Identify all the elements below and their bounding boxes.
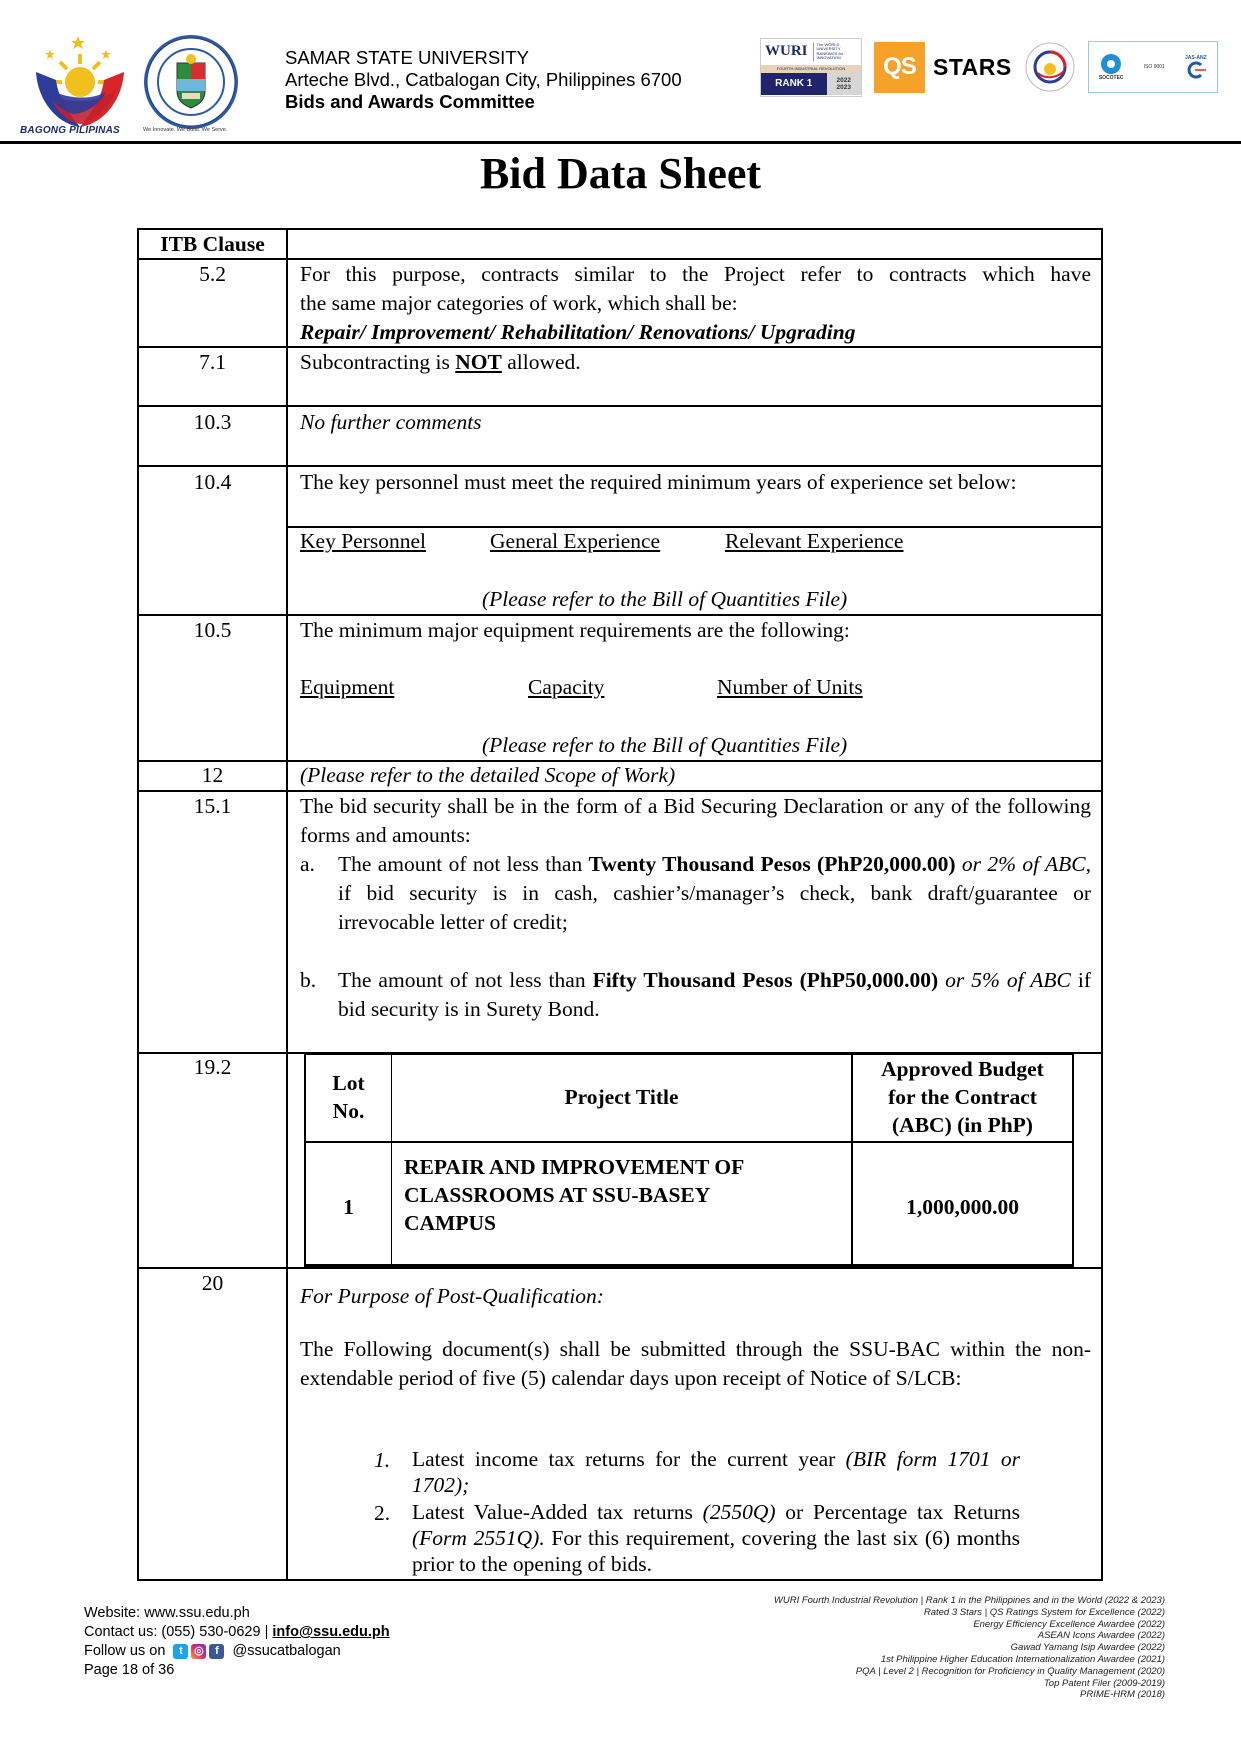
org-block — [285, 47, 682, 113]
award-line: WURI Fourth Industrial Revolution | Rank 1 in the Philippines and in the World (2022 & 2023) — [773, 1595, 1165, 1606]
project-title-header: Project Title — [564, 1085, 679, 1109]
socotec-iso-badge — [1088, 41, 1218, 93]
column-divider — [286, 228, 288, 1581]
col-number-of-units: Number of Units — [717, 675, 863, 699]
list-marker: 2. — [374, 1501, 391, 1525]
iso-label: ISO 9001 — [1143, 64, 1165, 70]
list-marker: 1. — [374, 1448, 391, 1472]
clause-number: 10.3 — [193, 410, 232, 434]
requirement-item-1 — [412, 1446, 1020, 1498]
award-line: 1st Philippine Higher Education Internationalization Awardee (2021) — [880, 1653, 1165, 1665]
clause-number: 10.4 — [193, 470, 232, 494]
post-qualification-heading: For Purpose of Post-Qualification: — [300, 1284, 604, 1308]
lot-header-divider — [306, 1141, 1072, 1143]
clause-10-3-content: No further comments — [300, 410, 482, 434]
website-line — [84, 1604, 390, 1623]
project-title — [404, 1153, 844, 1237]
footer-contact — [84, 1604, 390, 1680]
item-text: Latest income tax returns for the current year — [412, 1447, 846, 1471]
row-divider — [137, 465, 1103, 467]
item-text: The amount of not less than — [338, 968, 593, 992]
phone-number: (055) 530-0629 — [161, 1624, 261, 1640]
form-ref: (Form 2551Q). — [412, 1526, 545, 1550]
accreditation-badges — [760, 38, 1218, 96]
project-title-line: CLASSROOMS AT SSU-BASEY — [404, 1183, 711, 1207]
award-line: Rated 3 Stars | QS Ratings System for Excellence (2022) — [923, 1606, 1165, 1618]
bid-security-item-b — [338, 966, 1091, 1024]
follow-line — [84, 1642, 390, 1661]
project-title-line: CAMPUS — [404, 1211, 496, 1235]
col-capacity: Capacity — [528, 675, 605, 699]
separator: | — [260, 1624, 273, 1640]
clause-text: For this purpose, contracts similar to the Project refer to contracts which have — [300, 262, 1091, 286]
ssu-tagline: We Innovate. We Build. We Serve. — [143, 127, 228, 133]
org-address: Arteche Blvd., Catbalogan City, Philippines 6700 — [285, 69, 682, 90]
clause-text: allowed. — [501, 350, 581, 374]
facebook-icon[interactable]: f — [209, 1644, 224, 1659]
qs-stars-label: STARS — [933, 53, 1012, 80]
header-text: (ABC) (in PhP) — [892, 1113, 1033, 1137]
lot-number: 1 — [343, 1195, 354, 1219]
col-key-personnel: Key Personnel — [300, 529, 426, 553]
col-general-experience: General Experience — [490, 529, 661, 553]
clause-number: 19.2 — [193, 1055, 232, 1079]
clause-15-1-intro: The bid security shall be in the form of a Bid Securing Declaration or any of the following forms and amounts: — [300, 794, 1091, 847]
work-categories: Repair/ Improvement/ Rehabilitation/ Renovations/ Upgrading — [300, 320, 856, 344]
item-text: if bid security is in Surety Bond. — [338, 968, 1091, 1021]
clause-number: 5.2 — [199, 262, 226, 286]
jas-label: JAS-ANZ — [1184, 55, 1207, 61]
boq-reference-note: (Please refer to the Bill of Quantities File) — [482, 587, 848, 611]
page-number: Page 18 of 36 — [84, 1662, 175, 1678]
award-line: Energy Efficiency Excellence Awardee (2022) — [973, 1618, 1165, 1630]
clause-7-1-content — [300, 348, 1091, 377]
award-line: PQA | Level 2 | Recognition for Proficiency in Quality Management (2020) — [855, 1665, 1165, 1677]
lot-no-header — [306, 1069, 391, 1125]
footer-awards — [774, 1595, 1165, 1701]
col-equipment: Equipment — [300, 675, 395, 699]
wuri-subtitle: The WORLD UNIVERSITY RANKINGS for INNOVATION — [813, 43, 861, 61]
socotec-icon — [1100, 53, 1122, 75]
bagong-pilipinas-caption: BAGONG PILIPINAS — [20, 125, 120, 136]
boq-reference-note: (Please refer to the Bill of Quantities File) — [482, 733, 848, 757]
committee-name: Bids and Awards Committee — [285, 91, 535, 112]
form-ref: (2550Q) — [702, 1500, 776, 1524]
header-text: No. — [332, 1099, 365, 1123]
requirement-item-2 — [412, 1499, 1020, 1577]
clause-number: 20 — [201, 1271, 224, 1295]
contact-label: Contact us: — [84, 1624, 162, 1640]
social-handle: @ssucatbalogan — [232, 1643, 341, 1659]
amount-percent: or 5% of ABC — [938, 968, 1071, 992]
item-text: For this requirement, covering the last six (6) months prior to the opening of bids. — [412, 1526, 1020, 1576]
item-text: or Percentage tax Returns — [775, 1500, 1020, 1524]
col-relevant-experience: Relevant Experience — [725, 529, 904, 553]
clause-number: 12 — [201, 763, 224, 787]
item-text: if bid security is in cash, cashier’s/manager’s check, bank draft/guarantee or irrevocable letter of credit; — [338, 881, 1091, 934]
header-text: Approved Budget — [881, 1057, 1044, 1081]
bagong-pilipinas-logo — [28, 32, 132, 138]
clause-text: the same major categories of work, which shall be: — [300, 291, 738, 315]
follow-label: Follow us on — [84, 1643, 166, 1659]
list-marker: b. — [300, 968, 317, 992]
bid-security-item-a — [338, 850, 1091, 937]
wuri-year: 2023 — [836, 83, 851, 91]
header-text: Lot — [332, 1071, 365, 1095]
item-text: Latest Value-Added tax returns — [412, 1500, 703, 1524]
award-line: PRIME-HRM (2018) — [1080, 1689, 1165, 1701]
twitter-icon[interactable]: t — [173, 1644, 188, 1659]
clause-5-2-content — [300, 260, 1091, 347]
wuri-band: FOURTH INDUSTRIAL REVOLUTION — [761, 65, 861, 73]
clause-10-5-content: The minimum major equipment requirements are the following: — [300, 618, 850, 642]
project-title-line: REPAIR AND IMPROVEMENT OF — [404, 1155, 745, 1179]
website-label: Website: — [84, 1605, 145, 1621]
lot-table — [304, 1053, 1074, 1267]
clause-number: 10.5 — [193, 618, 232, 642]
org-name: SAMAR STATE UNIVERSITY — [285, 47, 529, 68]
email-link[interactable]: info@ssu.edu.ph — [272, 1624, 390, 1640]
contact-line — [84, 1623, 390, 1642]
list-marker: a. — [300, 852, 315, 876]
social-icons — [173, 1644, 224, 1659]
clause-text: Subcontracting is — [300, 350, 456, 374]
amount-percent: or 2% of ABC, — [955, 852, 1092, 876]
award-line: Top Patent Filer (2009-2019) — [1043, 1677, 1165, 1689]
row-divider — [137, 405, 1103, 407]
item-text: The amount of not less than — [338, 852, 589, 876]
wuri-rank: RANK 1 — [761, 73, 827, 95]
wuri-wordmark: WURI — [765, 43, 808, 59]
page-title: Bid Data Sheet — [479, 149, 762, 198]
qs-stars-badge — [874, 42, 1012, 93]
post-qualification-text: The Following document(s) shall be submitted through the SSU-BAC within the non-extendable period of five (5) calendar days upon receipt of Notice of S/LCB: — [300, 1337, 1091, 1390]
header-text: for the Contract — [888, 1085, 1037, 1109]
award-line: ASEAN Icons Awardee (2022) — [1037, 1630, 1165, 1642]
clause-10-4-content: The key personnel must meet the required minimum years of experience set below: — [300, 470, 1017, 494]
wuri-year: 2022 — [836, 76, 851, 84]
website-link[interactable]: www.ssu.edu.ph — [144, 1605, 250, 1621]
not-emphasis: NOT — [455, 350, 502, 374]
abc-amount: 1,000,000.00 — [906, 1195, 1019, 1219]
qs-logo-icon: QS — [874, 42, 925, 93]
clause-number: 15.1 — [193, 794, 232, 818]
clause-12-content: (Please refer to the detailed Scope of Work) — [300, 763, 676, 787]
award-line: Gawad Yamang Isip Awardee (2022) — [1010, 1642, 1165, 1654]
socotec-label: SOCOTEC — [1098, 75, 1124, 81]
ssu-seal-logo — [142, 33, 240, 131]
amount-bold: Twenty Thousand Pesos (PhP20,000.00) — [588, 852, 956, 876]
jas-anz-icon — [1186, 61, 1206, 79]
clause-number: 7.1 — [199, 350, 226, 374]
form-ref: (BIR form 1701 or 1702); — [412, 1447, 1020, 1497]
pqa-seal-icon — [1024, 41, 1076, 93]
itb-clause-header: ITB Clause — [160, 232, 265, 256]
wuri-rank-badge — [760, 38, 862, 97]
instagram-icon[interactable]: ◎ — [191, 1644, 206, 1659]
header-divider — [0, 141, 1241, 144]
amount-bold: Fifty Thousand Pesos (PhP50,000.00) — [592, 968, 939, 992]
abc-header — [853, 1055, 1072, 1139]
